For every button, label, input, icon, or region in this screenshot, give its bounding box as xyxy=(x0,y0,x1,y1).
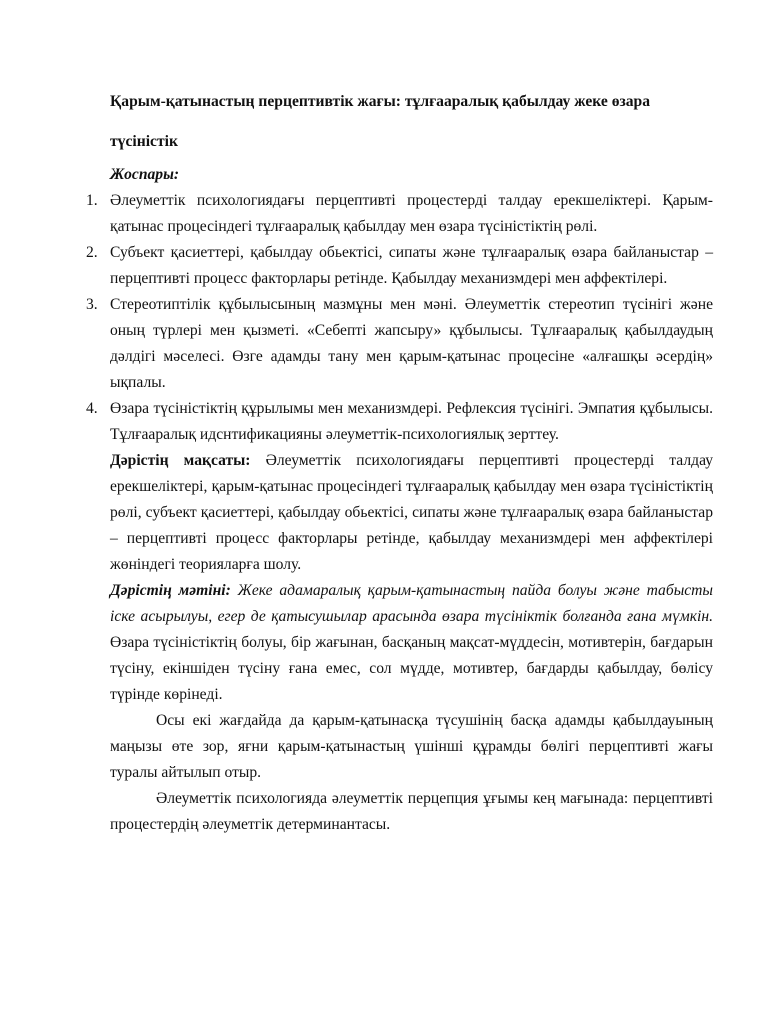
page-title: Қарым-қатынастың перцептивтік жағы: тұлғааралық қабылдау жеке өзара түсіністік xyxy=(110,93,651,150)
lecture-text-label: Дәрістің мәтіні: xyxy=(110,582,231,599)
lecture-text-paragraph xyxy=(110,578,713,708)
body-paragraph-2: Осы екі жағдайда да қарым-қатынасқа түсушінің басқа адамды қабылдауының маңызы өте зор, яғни қарым-қатынастың үшінші құрамды бөлігі перцептивті жағы туралы айтылып отыр. xyxy=(110,712,713,781)
document-body xyxy=(86,82,714,838)
plan-item-number: 3. xyxy=(86,296,98,313)
plan-item-1 xyxy=(86,188,713,240)
lecture-goal-paragraph xyxy=(110,448,713,578)
lecture-goal-text: Әлеуметтік психологиядағы перцептивті процестерді талдау ерекшеліктері, қарым-қатынас процесіндегі тұлғааралық қабылдау мен өзара түсіністіктің рөлі, субъект қасиеттері, қабылдау обьектісі, сипаты және тұлғааралық өзара байланыстар – перцептивті процесс факторлары ретінде, қабылдау механизмдері мен аффектілері жөніндегі теорияларға шолу. xyxy=(110,452,714,573)
body-paragraph-3: Әлеуметтік психологияда әлеуметтік перцепция ұғымы кең мағынада: перцептивті процестердің әлеуметгік детерминантасы. xyxy=(110,790,713,833)
plan-list xyxy=(86,188,713,448)
lecture-goal-label: Дәрістің мақсаты: xyxy=(110,452,251,469)
plan-item-text: Субъект қасиеттері, қабылдау обьектісі, сипаты және тұлғааралық өзара байланыстар – перцептивті процесс факторлары ретінде. Қабылдау механизмдері мен аффектілері. xyxy=(110,244,713,287)
plan-item-4 xyxy=(86,396,713,448)
plan-item-text: Әлеуметтік психологиядағы перцептивті процестерді талдау ерекшеліктері. Қарым-қатынас процесіндегі тұлғааралық қабылдау мен өзара түсіністіктің рөлі. xyxy=(110,192,713,235)
plan-item-number: 2. xyxy=(86,244,98,261)
lecture-text-rest: Өзара түсіністіктің болуы, бір жағынан, басқаның мақсат-мүддесін, мотивтерін, бағдарын түсіну, екіншіден түсіну ғана емес, сол мүдде, мотивтер, бағдарды қабылдау, бөлісу түрінде көрінеді. xyxy=(110,634,713,703)
plan-item-2 xyxy=(86,240,713,292)
plan-heading: Жоспары: xyxy=(110,166,180,183)
plan-item-text: Өзара түсіністіктің құрылымы мен механизмдері. Рефлексия түсінігі. Эмпатия құбылысы. Тұлғааралық идснтификацияны әлеуметтік-психологиялық зерттеу. xyxy=(110,400,713,443)
lecture-text-lead: Жеке адамаралық қарым-қатынастың пайда болуы және табысты іске асырылуы, егер де қатысушылар арасында өзара түсініктік болғанда ғана мүмкін. xyxy=(110,582,713,625)
plan-item-3 xyxy=(86,292,713,396)
plan-item-number: 4. xyxy=(86,400,98,417)
plan-item-number: 1. xyxy=(86,192,98,209)
plan-item-text: Стереотиптілік құбылысының мазмұны мен мәні. Әлеуметтік стереотип түсінігі және оның түрлері мен қызметі. «Себепті жапсыру» құбылысы. Тұлғааралық қабылдаудың дәлдігі мәселесі. Өзге адамды тану мен қарым-қатынас процесіне «алғашқы әсердің» ықпалы. xyxy=(110,296,713,391)
